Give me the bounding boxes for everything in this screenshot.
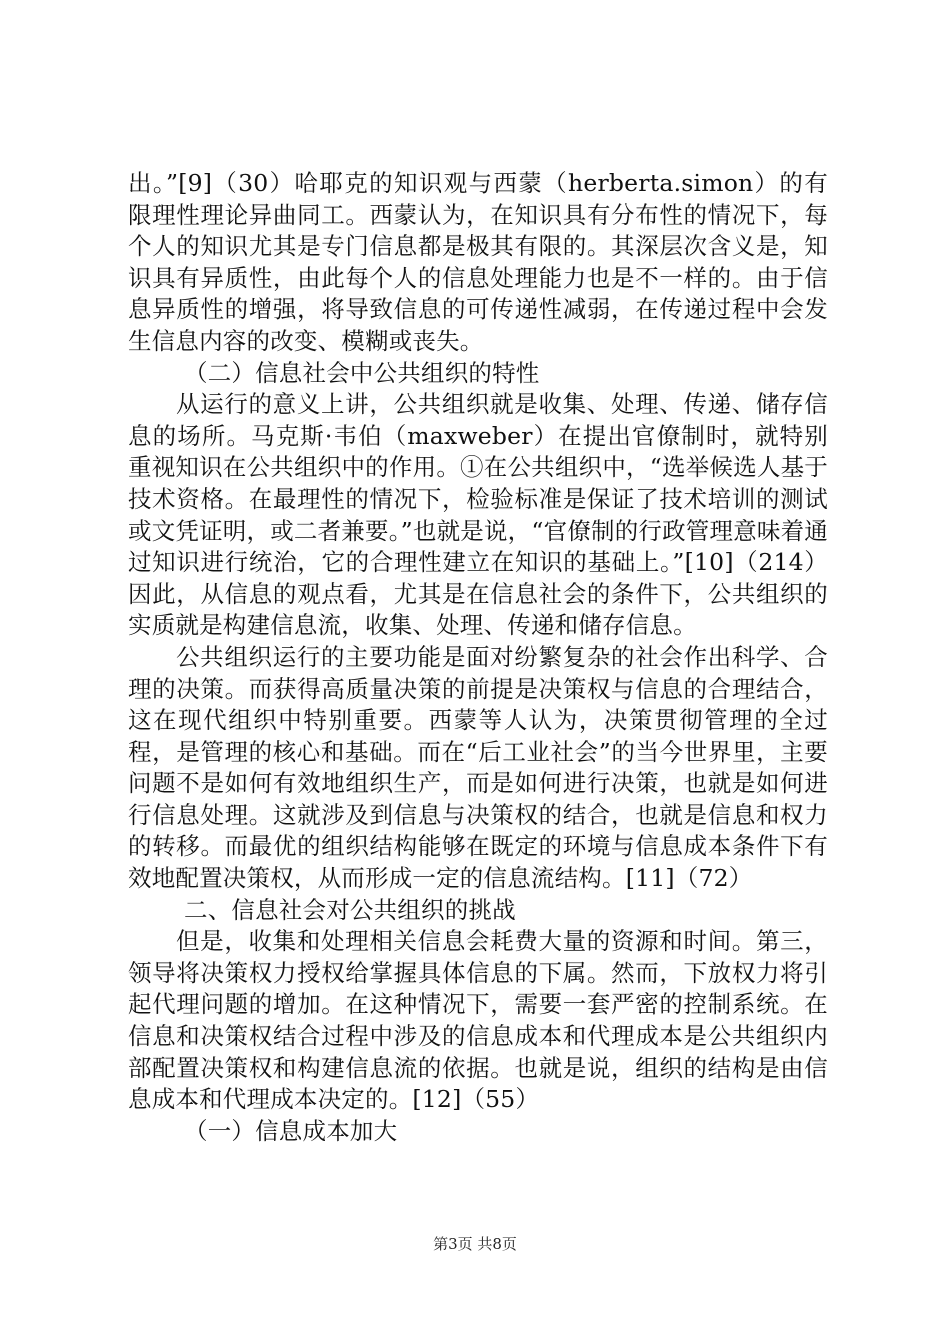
- section-heading-2: （二）信息社会中公共组织的特性: [184, 358, 540, 387]
- section-heading-5: 二、信息社会对公共组织的挑战: [184, 895, 516, 924]
- paragraph-6: 但是，收集和处理相关信息会耗费大量的资源和时间。第三，领导将决策权力授权给掌握具体信息的下属。然而，下放权力将引起代理问题的增加。在这种情况下，需要一套严密的控制系统。在信息和决策权结合过程中涉及的信息成本和代理成本是公共组织内部配置决策权和构建信息流的依据。也就是说，组织的结构是由信息成本和代理成本决定的。[12]（55）: [128, 927, 828, 1114]
- paragraph-3: 从运行的意义上讲，公共组织就是收集、处理、传递、储存信息的场所。马克斯·韦伯（maxweber）在提出官僚制时，就特别重视知识在公共组织中的作用。①在公共组织中，“选举候选人基于技术资格。在最理性的情况下，检验标准是保证了技术培训的测试或文凭证明，或二者兼要。”也就是说，“官僚制的行政管理意味着通过知识进行统治，它的合理性建立在知识的基础上。”[10]（214）因此，从信息的观点看，尤其是在信息社会的条件下，公共组织的实质就是构建信息流，收集、处理、传递和储存信息。: [128, 390, 828, 640]
- paragraph-4: 公共组织运行的主要功能是面对纷繁复杂的社会作出科学、合理的决策。而获得高质量决策的前提是决策权与信息的合理结合，这在现代组织中特别重要。西蒙等人认为，决策贯彻管理的全过程，是管理的核心和基础。而在“后工业社会”的当今世界里，主要问题不是如何有效地组织生产，而是如何进行决策，也就是如何进行信息处理。这就涉及到信息与决策权的结合，也就是信息和权力的转移。而最优的组织结构能够在既定的环境与信息成本条件下有效地配置决策权，从而形成一定的信息流结构。[11]（72）: [128, 642, 828, 893]
- paragraph-1: 出。”[9]（30）哈耶克的知识观与西蒙（herberta.simon）的有限理性理论异曲同工。西蒙认为，在知识具有分布性的情况下，每个人的知识尤其是专门信息都是极其有限的。其深层次含义是，知识具有异质性，由此每个人的信息处理能力也是不一样的。由于信息异质性的增强，将导致信息的可传递性减弱，在传递过程中会发生信息内容的改变、模糊或丧失。: [128, 169, 828, 355]
- page-footer: 第3页 共8页: [433, 1235, 517, 1253]
- section-heading-7: （一）信息成本加大: [184, 1116, 398, 1145]
- document-body: [128, 168, 828, 1147]
